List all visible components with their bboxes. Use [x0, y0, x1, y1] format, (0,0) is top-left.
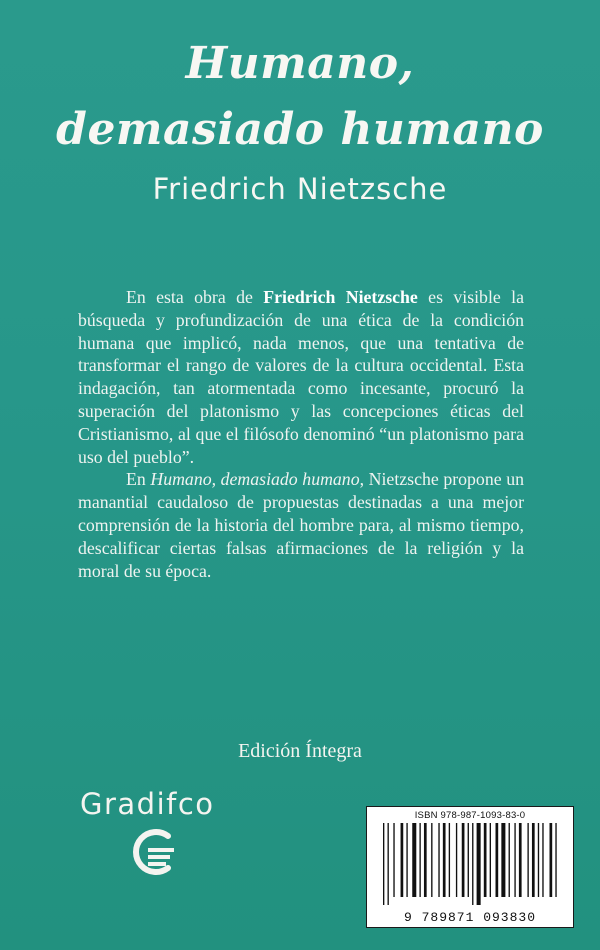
blurb-p1-author: Friedrich Nietzsche	[263, 287, 418, 307]
barcode-icon	[379, 823, 565, 905]
blurb-paragraph-1	[78, 286, 524, 468]
barcode-bar	[527, 823, 528, 897]
blurb-p1-intro: En esta obra de	[126, 287, 264, 307]
title-line-2: demasiado humano	[56, 104, 544, 155]
blurb-paragraph-2	[78, 468, 524, 582]
barcode-bar	[550, 823, 553, 897]
title-line-1: Humano,	[185, 38, 415, 89]
barcode-bar	[456, 823, 457, 897]
barcode-bar	[519, 823, 522, 897]
barcode-bar	[406, 823, 407, 897]
barcode-bar	[490, 823, 491, 897]
author-name: Friedrich Nietzsche	[152, 172, 448, 206]
barcode-panel	[366, 806, 574, 928]
blurb-p1-body: es visible la búsqueda y profundización de una ética de la condición humana que implicó, nada menos, que una tentativa de transformar el rango de valores de la cultura occidental. Esta indagación, tan atormentada como incesante, procuró la superación del platonismo y las concepciones éticas del Cristianismo, al que el filósofo denominó “un platonismo para uso del pueblo”.	[78, 287, 524, 467]
barcode-bar	[424, 823, 427, 897]
barcode-bar	[388, 823, 389, 905]
barcode-bar	[514, 823, 515, 897]
barcode-bar	[555, 823, 556, 897]
barcode-bar	[542, 823, 543, 897]
blurb-p2-body: , Nietzsche propone un manantial caudaloso de propuestas destinadas a una mejor comprensión de la historia del hombre para, al mismo tiempo, descalificar ciertas falsas afirmaciones de la religión y la moral de su época.	[78, 469, 524, 581]
barcode-bar	[438, 823, 439, 897]
publisher-g-logo-icon	[128, 826, 180, 878]
blurb-p2-book-title: Humano, demasiado humano	[150, 469, 360, 490]
isbn-number: ISBN 978-987-1093-83-0	[414, 810, 526, 821]
barcode-bar	[532, 823, 535, 897]
barcode-bar	[496, 823, 499, 897]
barcode-bar	[538, 823, 539, 897]
barcode-bar	[484, 823, 487, 897]
barcode-bar	[477, 823, 481, 905]
barcode-bar	[431, 823, 432, 897]
barcode-bar	[472, 823, 473, 905]
barcode-bar	[401, 823, 404, 897]
barcode-bar	[383, 823, 384, 905]
publisher-name: Gradifco	[80, 787, 215, 821]
barcode-bar	[509, 823, 510, 897]
barcode-bar	[462, 823, 465, 897]
barcode-bar	[443, 823, 446, 897]
barcode-digits: 9 789871 093830	[403, 910, 537, 925]
barcode-bar	[393, 823, 394, 897]
barcode-bar	[449, 823, 450, 897]
barcode-bar	[468, 823, 469, 897]
blurb-p2-intro: En	[126, 469, 151, 490]
barcode-bar	[419, 823, 420, 897]
barcode-bar	[412, 823, 416, 897]
barcode-bar	[501, 823, 505, 897]
edition-label: Edición Íntegra	[238, 740, 362, 762]
blurb-text	[78, 286, 524, 582]
